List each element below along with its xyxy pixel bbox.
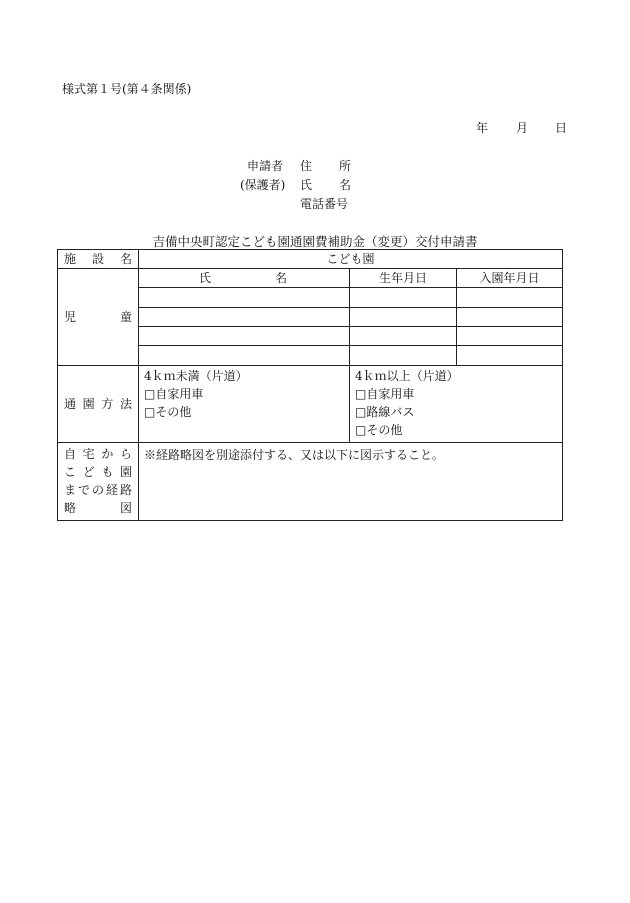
date-year: 年 [476,121,489,135]
commute-under4km [139,366,350,443]
child-birth-cell[interactable] [350,327,457,346]
commute-over4km [350,366,563,443]
commute-row [58,366,563,443]
route-row [58,443,563,521]
commute-label-char: 方 [101,397,114,411]
route-label-char: 経 [105,483,118,497]
route-note: ※経路略図を別途添付する、又は以下に図示すること。 [144,448,445,462]
route-label-char: こ [64,465,77,479]
route-label-char: 図 [119,501,132,515]
name-label-a: 氏 [300,178,313,192]
document-title: 吉備中央町認定こども園通園費補助金（変更）交付申請書 [152,234,478,249]
under4km-heading: 4ｋｍ未満（片道） [144,369,248,383]
facility-label-char: 名 [119,252,132,266]
route-label-char: も [101,465,114,479]
child-enroll-cell[interactable] [457,308,563,327]
over4km-heading: 4ｋｍ以上（片道） [355,369,459,383]
form-number: 様式第１号(第４条関係) [62,82,192,96]
over4km-option-bus[interactable]: □路線バス [355,405,415,419]
under4km-option-car[interactable]: □自家用車 [144,387,204,401]
child-enroll-cell[interactable] [457,288,563,308]
commute-label-char: 園 [82,397,95,411]
name-label-b: 名 [339,178,352,192]
facility-label [58,250,139,269]
route-label-char: 自 [64,447,77,461]
child-name-header [139,269,350,288]
guardian-label: (保護者) [240,178,286,192]
child-label [58,269,139,366]
route-label-char: ど [82,465,95,479]
route-label-char: か [101,447,114,461]
commute-label [58,366,139,443]
route-label [58,443,139,521]
over4km-option-other[interactable]: □その他 [355,423,403,437]
commute-label-char: 通 [64,397,77,411]
route-label-char: で [77,483,90,497]
facility-value[interactable]: こども園 [139,250,563,269]
child-label-char: 児 [64,310,77,324]
route-label-line [64,481,132,499]
address-label-b: 所 [339,159,352,173]
child-name-cell[interactable] [139,288,350,308]
child-birth-cell[interactable] [350,346,457,366]
child-birth-header: 生年月日 [350,269,457,288]
route-label-char: 園 [119,465,132,479]
facility-label-char: 設 [91,252,104,266]
route-label-char: 路 [119,483,132,497]
route-label-char: 略 [64,501,77,515]
child-name-header-b: 名 [274,271,287,285]
date-day: 日 [555,121,568,135]
route-label-char: の [91,483,104,497]
route-label-char: 宅 [82,447,95,461]
application-form-table [57,249,563,521]
facility-row [58,250,563,269]
child-birth-cell[interactable] [350,308,457,327]
commute-label-char: 法 [119,397,132,411]
route-label-char: ま [64,483,77,497]
child-name-cell[interactable] [139,327,350,346]
address-label-a: 住 [300,159,313,173]
route-label-line [64,463,132,481]
child-label-char: 童 [119,310,132,324]
over4km-option-car[interactable]: □自家用車 [355,387,415,401]
child-name-cell[interactable] [139,308,350,327]
route-map-area[interactable] [139,443,563,521]
child-name-cell[interactable] [139,346,350,366]
child-birth-cell[interactable] [350,288,457,308]
date-month: 月 [516,121,529,135]
facility-label-char: 施 [64,252,77,266]
under4km-option-other[interactable]: □その他 [144,405,192,419]
child-enroll-header: 入園年月日 [457,269,563,288]
child-name-header-a: 氏 [199,271,212,285]
route-label-line [64,445,132,463]
route-label-line [64,499,132,517]
child-header-row [58,269,563,288]
phone-label: 電話番号 [300,197,349,211]
route-label-char: ら [119,447,132,461]
child-enroll-cell[interactable] [457,327,563,346]
child-enroll-cell[interactable] [457,346,563,366]
applicant-label: 申請者 [247,159,284,173]
